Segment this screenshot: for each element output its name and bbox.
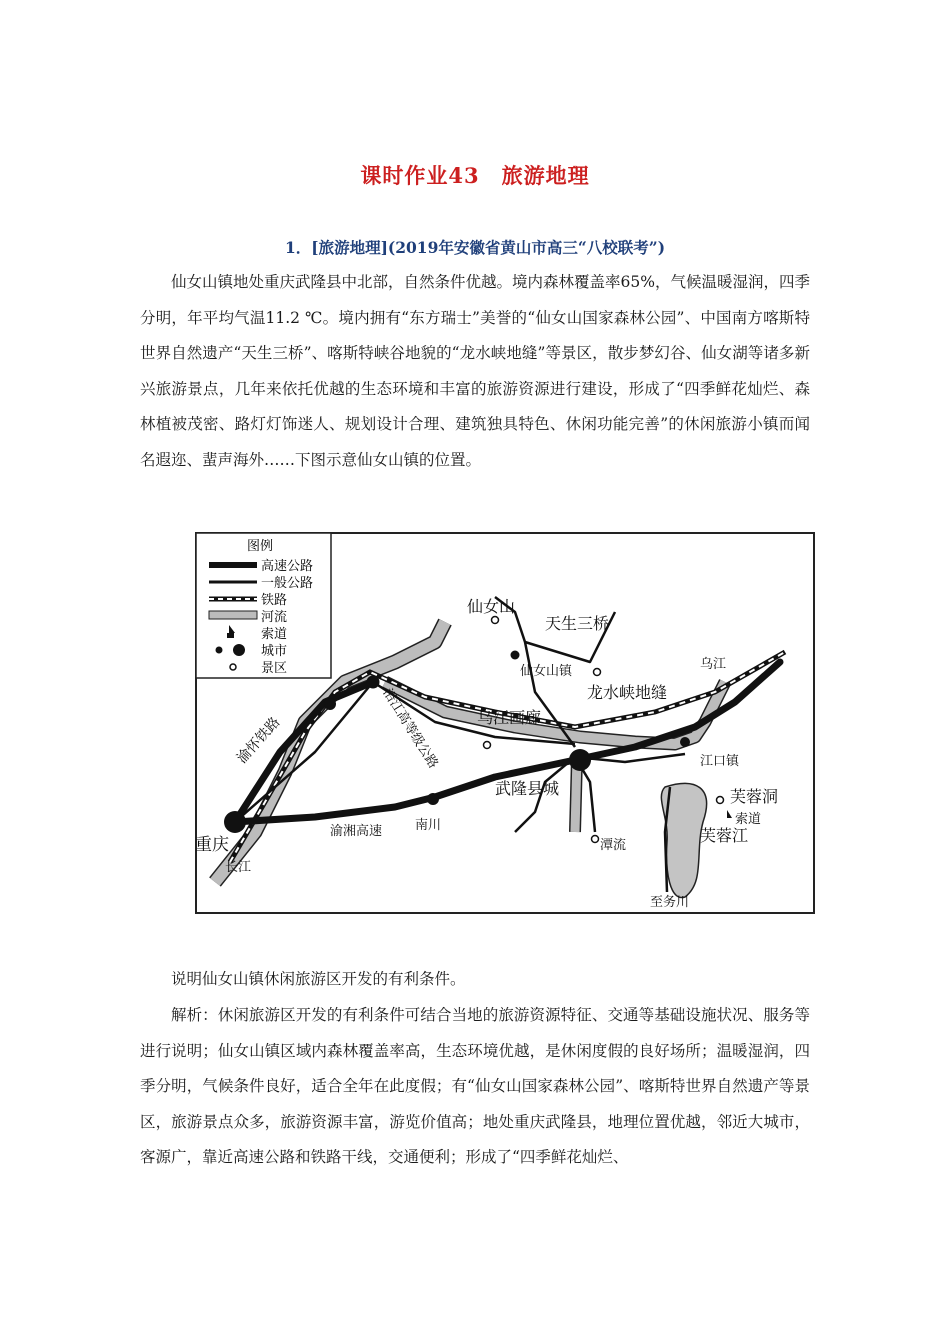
legend-item-railway: 铁路 xyxy=(261,593,288,608)
label-tanliu: 潭流 xyxy=(600,838,627,853)
scenic-furong-cave xyxy=(717,797,724,804)
answer-text: 解析：休闲旅游区开发的有利条件可结合当地的旅游资源特征、交通等基础设施状况、服务等进行说明；仙女山镇区域内森林覆盖率高，生态环境优越，是休闲度假的良好场所；温暖湿润，四季分明，气候条件良好，适合全年在此度假；有“仙女山国家森林公园”、喀斯特世界自然遗产等景区，旅游景点众多，旅游资源丰富，游览价值高；地处重庆武隆县，地理位置优越，邻近大城市，客源广，靠近高速公路和铁路干线，交通便利；形成了“四季鲜花灿烂、 xyxy=(140,1006,810,1166)
label-wuchuan: 至务川 xyxy=(650,895,690,910)
scenic-tanliu xyxy=(592,836,599,843)
label-jiangkou: 江口镇 xyxy=(700,754,740,769)
town-yanjiang-node xyxy=(367,676,380,689)
town-jiangkou xyxy=(680,737,690,747)
label-railway: 渝怀铁路 xyxy=(234,714,284,767)
label-xiannvshan-town: 仙女山镇 xyxy=(520,664,573,679)
scenic-longshui xyxy=(594,669,601,676)
question-text: 说明仙女山镇休闲旅游区开发的有利条件。 xyxy=(171,970,466,988)
legend-item-expressway: 高速公路 xyxy=(261,559,314,574)
city-wulong xyxy=(569,749,591,771)
label-expressway: 渝湘高速 xyxy=(330,824,383,839)
legend-title: 图例 xyxy=(247,539,274,554)
label-chongqing: 重庆 xyxy=(195,835,229,855)
label-ropeway: 索道 xyxy=(735,812,762,827)
town-xiannvshan xyxy=(511,651,520,660)
label-yanjiang: 沿江高等级公路 xyxy=(379,686,441,772)
city-chongqing xyxy=(224,811,246,833)
label-longshui: 龙水峡地缝 xyxy=(587,683,668,702)
label-wujiang-gallery: 乌江画廊 xyxy=(477,708,542,727)
legend-item-road: 一般公路 xyxy=(261,576,314,591)
legend xyxy=(196,533,331,678)
label-tiansheng: 天生三桥 xyxy=(545,614,610,633)
label-changjiang: 长江 xyxy=(225,860,252,875)
scenic-gallery xyxy=(484,742,491,749)
question-heading: 1．[旅游地理](2019年安徽省黄山市高三“八校联考”) xyxy=(284,238,666,257)
legend-item-scenic: 景区 xyxy=(261,661,288,676)
legend-item-city: 城市 xyxy=(261,644,288,659)
town-node xyxy=(324,698,336,710)
label-furong-cave: 芙蓉洞 xyxy=(730,787,779,806)
map-svg xyxy=(195,532,815,914)
label-furong-river: 芙蓉江 xyxy=(700,826,749,845)
legend-item-ropeway: 索道 xyxy=(261,627,288,642)
label-wujiang: 乌江 xyxy=(700,657,727,672)
city-icon xyxy=(216,647,223,654)
legend-item-river: 河流 xyxy=(261,610,288,625)
city-nanchuan xyxy=(427,793,439,805)
label-nanchuan: 南川 xyxy=(415,818,442,833)
page-title: 课时作业43 旅游地理 xyxy=(360,163,590,188)
scenic-xiannvshan xyxy=(492,617,499,624)
intro-paragraph: 仙女山镇地处重庆武隆县中北部，自然条件优越。境内森林覆盖率65%，气候温暖湿润，四季分明，年平均气温11.2 ℃。境内拥有“东方瑞士”美誉的“仙女山国家森林公园”、中国南方喀斯特世界自然遗产“天生三桥”、喀斯特峡谷地貌的“龙水峡地缝”等景区，散步梦幻谷、仙女湖等诸多新兴旅游景点，几年来依托优越的生态环境和丰富的旅游资源进行建设，形成了“四季鲜花灿烂、森林植被茂密、路灯灯饰迷人、规划设计合理、建筑独具特色、休闲功能完善”的休闲旅游小镇而闻名遐迩、蜚声海外……下图示意仙女山镇的位置。 xyxy=(140,273,810,469)
label-wulong: 武隆县城 xyxy=(495,779,560,798)
location-map xyxy=(195,532,815,914)
label-xiannvshan: 仙女山 xyxy=(467,597,516,616)
scenic-icon xyxy=(230,664,236,670)
